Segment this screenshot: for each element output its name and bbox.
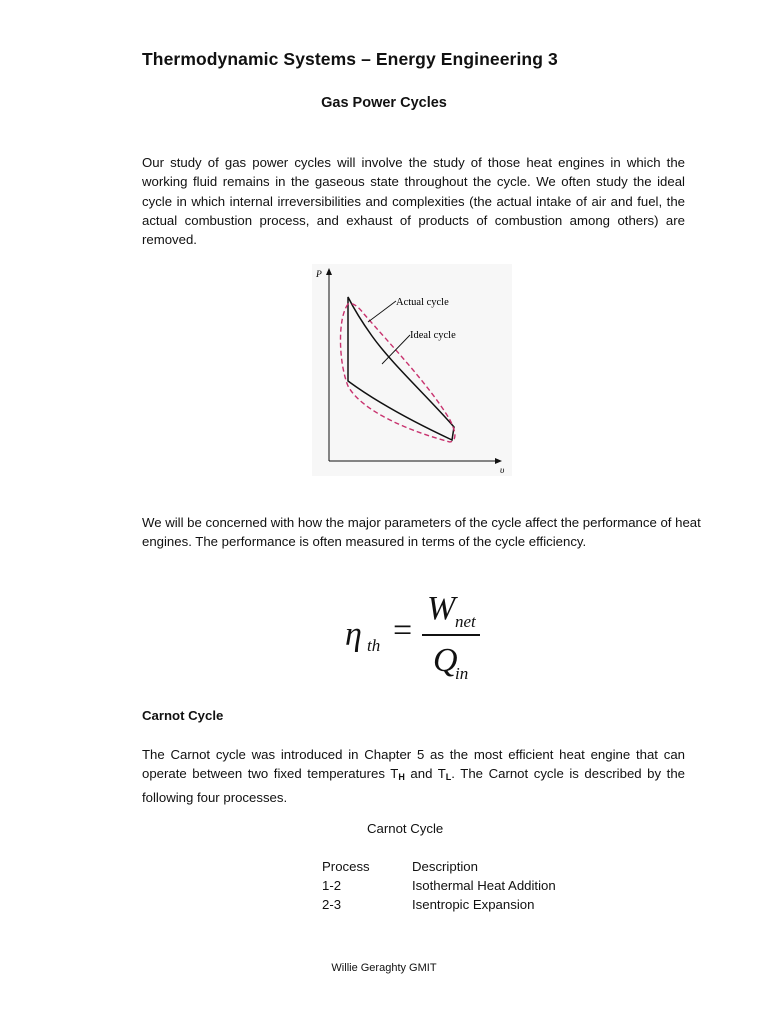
denominator-symbol: Q	[433, 642, 458, 679]
eta-subscript: th	[367, 636, 381, 655]
x-axis-label: υ	[500, 466, 505, 476]
actual-cycle-path	[340, 303, 454, 442]
intro-paragraph: Our study of gas power cycles will involve the study of those heat engines in which the working fluid remains in the gaseous state throughout the cycle. We often study the ideal cycle in which internal irreversibilities and complexities (the actual intake of air and fuel, the actual combustion process, and exhaust of products of combustion among others) are removed.	[142, 155, 685, 248]
efficiency-paragraph: We will be concerned with how the major parameters of the cycle affect the performance of heat engines. The performance is often measured in terms of the cycle efficiency.	[142, 515, 701, 550]
denominator-subscript: in	[455, 664, 469, 683]
section-title: Gas Power Cycles	[321, 95, 447, 111]
pv-diagram	[312, 264, 512, 476]
y-axis-arrow	[326, 268, 332, 275]
x-axis-arrow	[495, 458, 502, 464]
table-cell-process: 2-3	[322, 897, 342, 912]
carnot-text-a: The Carnot cycle was introduced in Chapter 5 as the most efficient heat engine that can operate between two fixed temperatures T	[142, 747, 685, 782]
actual-cycle-label: Actual cycle	[396, 297, 449, 308]
fraction-bar	[422, 634, 480, 636]
table-cell-description: Isentropic Expansion	[412, 897, 535, 912]
ideal-cycle-label: Ideal cycle	[410, 330, 456, 341]
carnot-text-c: . The Carnot cycle is described by the following four processes.	[142, 766, 686, 805]
table-cell-process: 1-2	[322, 878, 342, 893]
ideal-cycle-path	[348, 297, 454, 440]
subscript-l: L	[445, 772, 452, 783]
eta-symbol: η	[345, 616, 362, 653]
page-footer: Willie Geraghty GMIT	[331, 962, 437, 974]
pv-diagram-svg	[312, 264, 512, 476]
efficiency-formula	[345, 590, 495, 685]
table-title: Carnot Cycle	[367, 821, 444, 836]
carnot-text-b: and T	[404, 766, 446, 782]
y-axis-label: P	[316, 270, 322, 280]
carnot-heading: Carnot Cycle	[142, 708, 224, 723]
document-title: Thermodynamic Systems – Energy Engineering 3	[142, 49, 558, 69]
carnot-paragraph	[142, 745, 685, 807]
table-header-description: Description	[412, 859, 478, 874]
numerator-symbol: W	[427, 590, 456, 627]
equals-sign: =	[393, 612, 413, 649]
table-header-process: Process	[322, 859, 370, 874]
numerator-subscript: net	[455, 612, 476, 631]
actual-leader	[368, 301, 396, 322]
table-cell-description: Isothermal Heat Addition	[412, 878, 556, 893]
subscript-h: H	[398, 772, 405, 783]
